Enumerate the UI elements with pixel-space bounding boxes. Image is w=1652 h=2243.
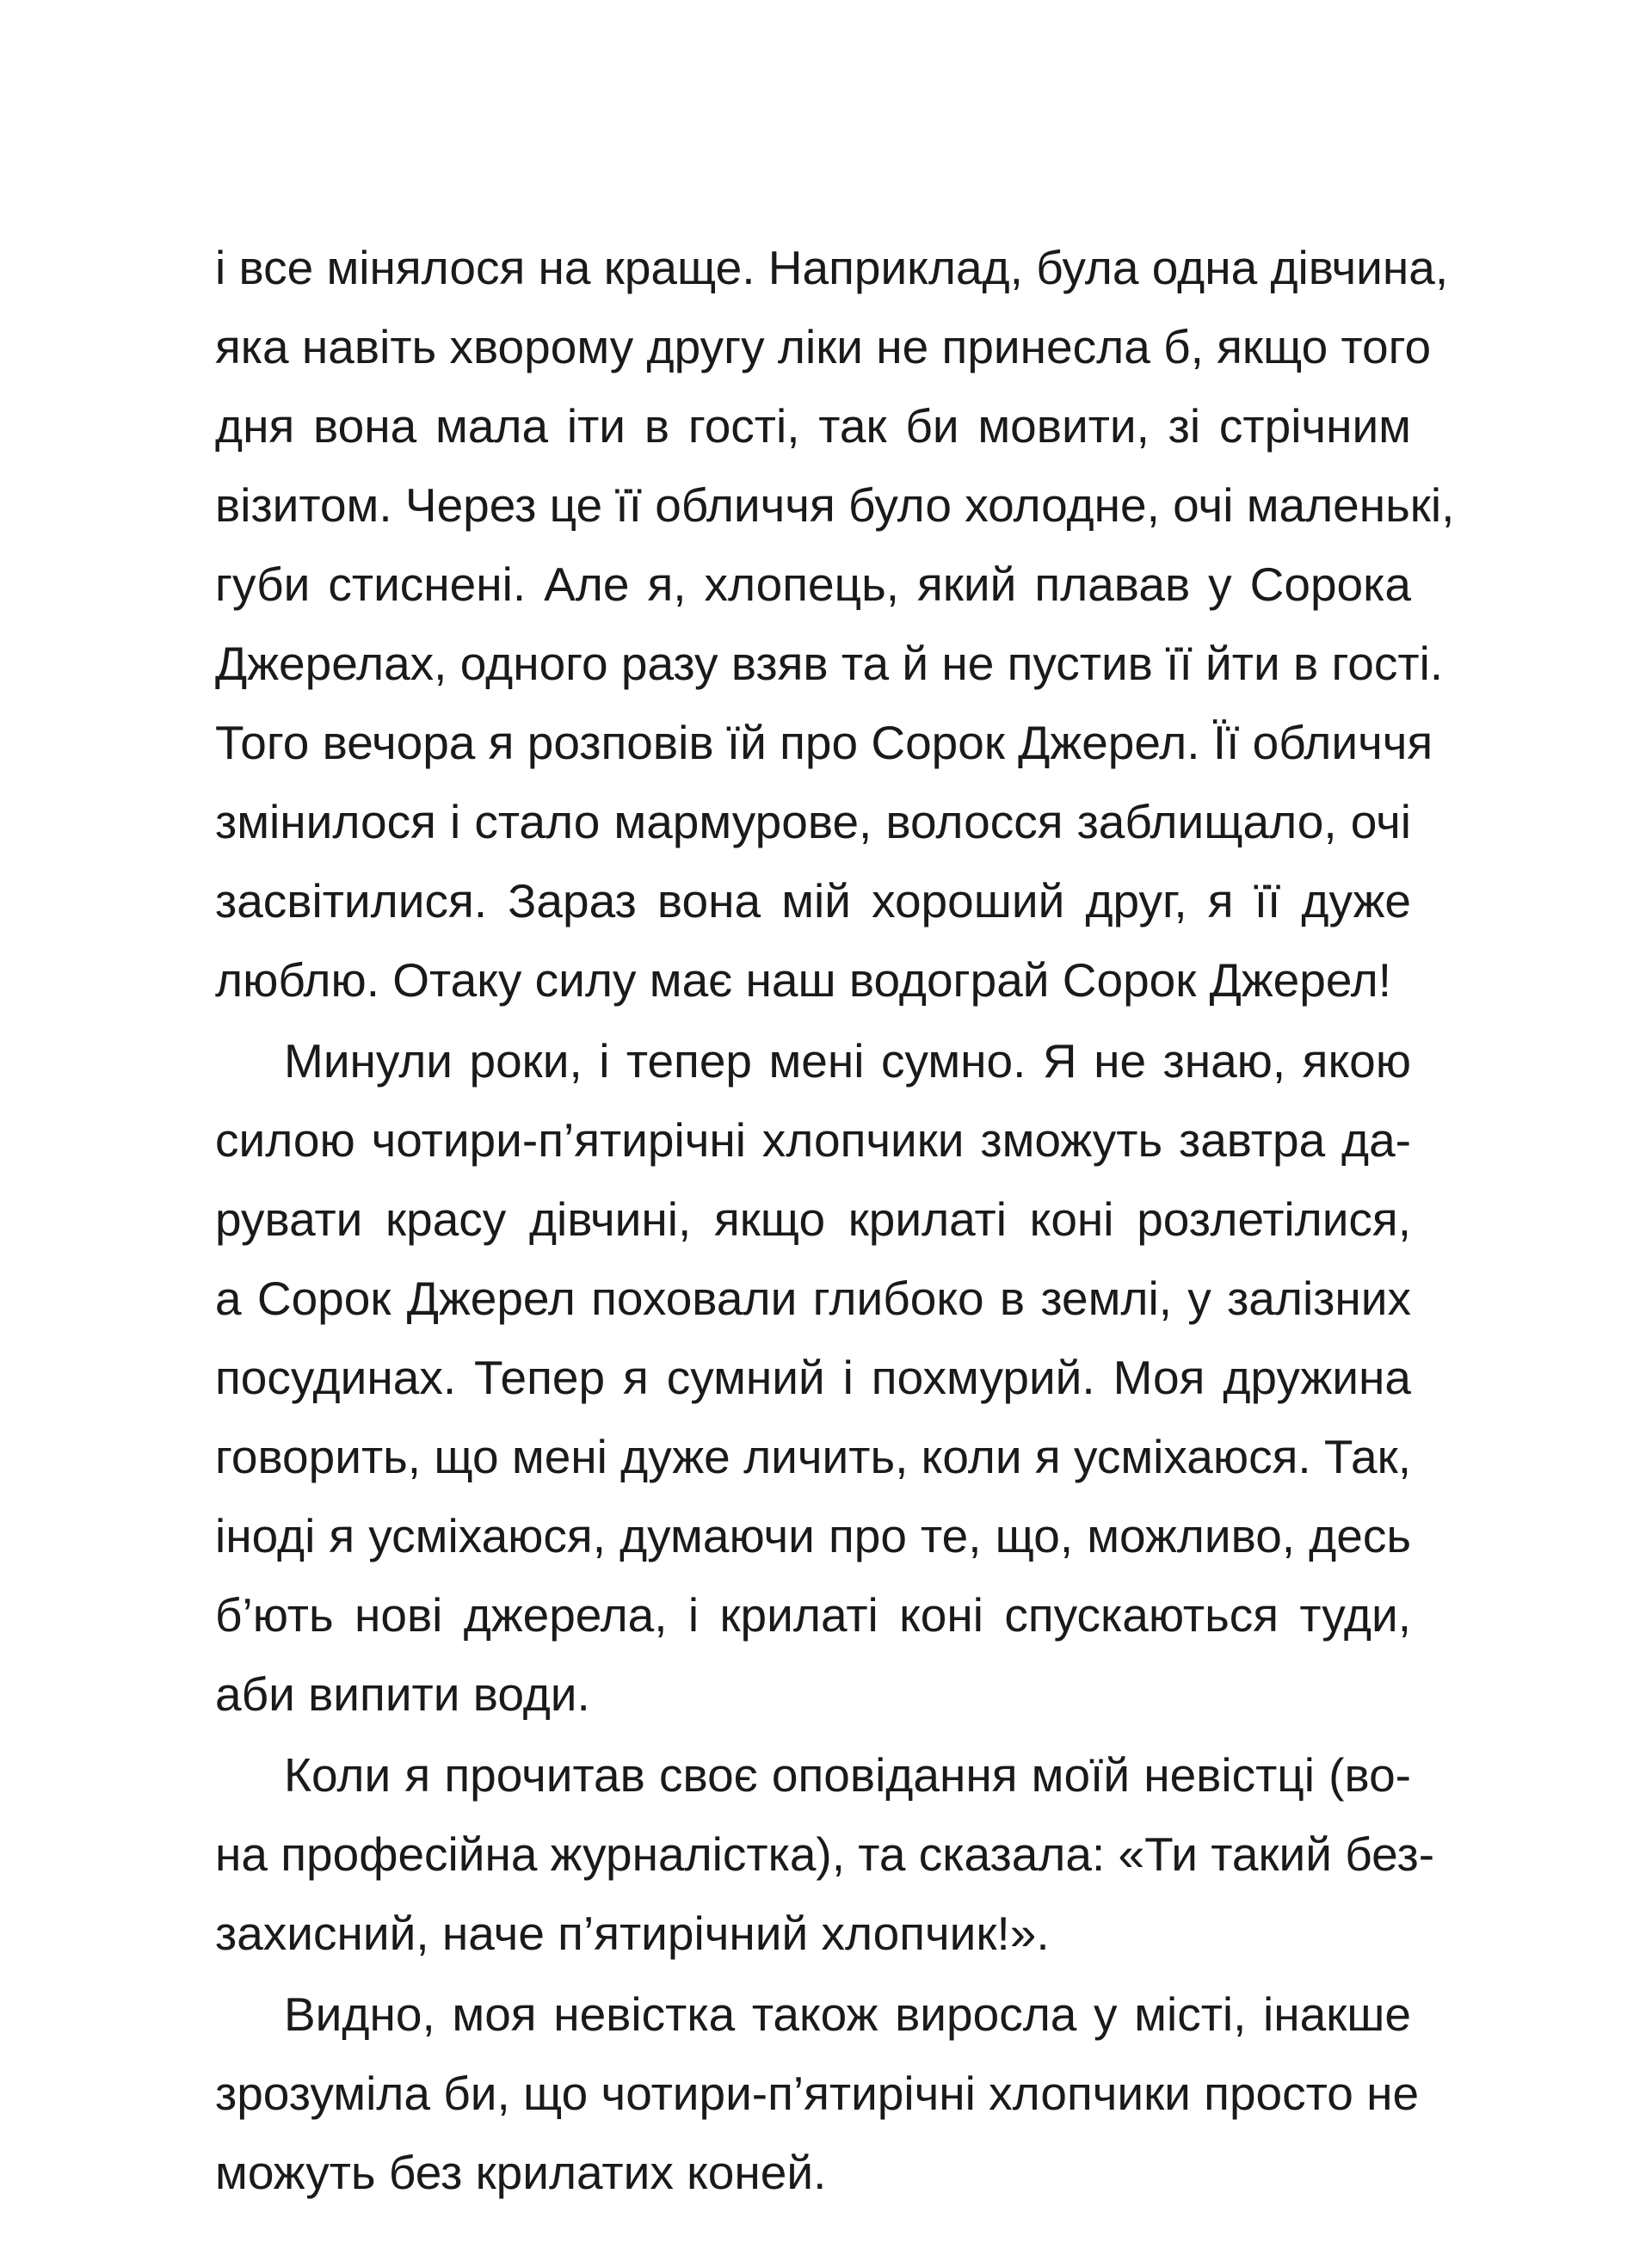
text-line: дня вона мала іти в гості, так би мовити, зі стрічним: [215, 399, 1411, 453]
text-line: силою чотири-п’ятирічні хлопчики зможуть завтра да-: [215, 1113, 1411, 1167]
text-line: зрозуміла би, що чотири-п’ятирічні хлопчики просто не: [215, 2067, 1420, 2120]
text-line: Того вечора я розповів їй про Сорок Джерел. Її обличчя: [215, 716, 1433, 769]
text-line: губи стиснені. Але я, хлопець, який плавав у Сорока: [215, 558, 1411, 611]
paragraph-2: [215, 1021, 1411, 1734]
text-line: говорить, що мені дуже личить, коли я усміхаюся. Так,: [215, 1430, 1411, 1483]
text-line: візитом. Через це її обличчя було холодне, очі маленькі,: [215, 478, 1455, 532]
text-line: Минули роки, і тепер мені сумно. Я не знаю, якою: [284, 1034, 1411, 1088]
text-line: яка навіть хворому другу ліки не принесла б, якщо того: [215, 320, 1432, 373]
text-line: змінилося і стало мармурове, волосся заблищало, очі: [215, 795, 1411, 848]
text-line: засвітилися. Зараз вона мій хороший друг, я її дуже: [215, 874, 1411, 927]
paragraph-4: [215, 1975, 1420, 2212]
text-line: Джерелах, одного разу взяв та й не пустив її йти в гості.: [215, 637, 1444, 690]
text-line: а Сорок Джерел поховали глибоко в землі, у залізних: [215, 1272, 1411, 1325]
text-line: б’ють нові джерела, і крилаті коні спускаються туди,: [215, 1588, 1411, 1642]
text-line: Коли я прочитав своє оповідання моїй невістці (во-: [284, 1748, 1411, 1802]
text-line: Видно, моя невістка також виросла у місті, інакше: [284, 1987, 1411, 2041]
paragraph-1: [215, 228, 1455, 1020]
text-line: на професійна журналістка), та сказала: «Ти такий без-: [215, 1827, 1435, 1881]
text-line: і все мінялося на краще. Наприклад, була одна дівчина,: [215, 241, 1449, 294]
text-line: аби випити води.: [215, 1667, 590, 1721]
text-line: можуть без крилатих коней.: [215, 2146, 827, 2199]
page-body-text: [215, 228, 1455, 2212]
text-line: посудинах. Тепер я сумний і похмурий. Моя дружина: [215, 1351, 1411, 1404]
text-line: іноді я усміхаюся, думаючи про те, що, можливо, десь: [215, 1509, 1411, 1562]
text-line: рувати красу дівчині, якщо крилаті коні розлетілися,: [215, 1192, 1411, 1246]
paragraph-3: [215, 1735, 1435, 1973]
text-line: люблю. Отаку силу має наш водограй Сорок Джерел!: [215, 953, 1391, 1007]
text-line: захисний, наче п’ятирічний хлопчик!».: [215, 1907, 1050, 1960]
